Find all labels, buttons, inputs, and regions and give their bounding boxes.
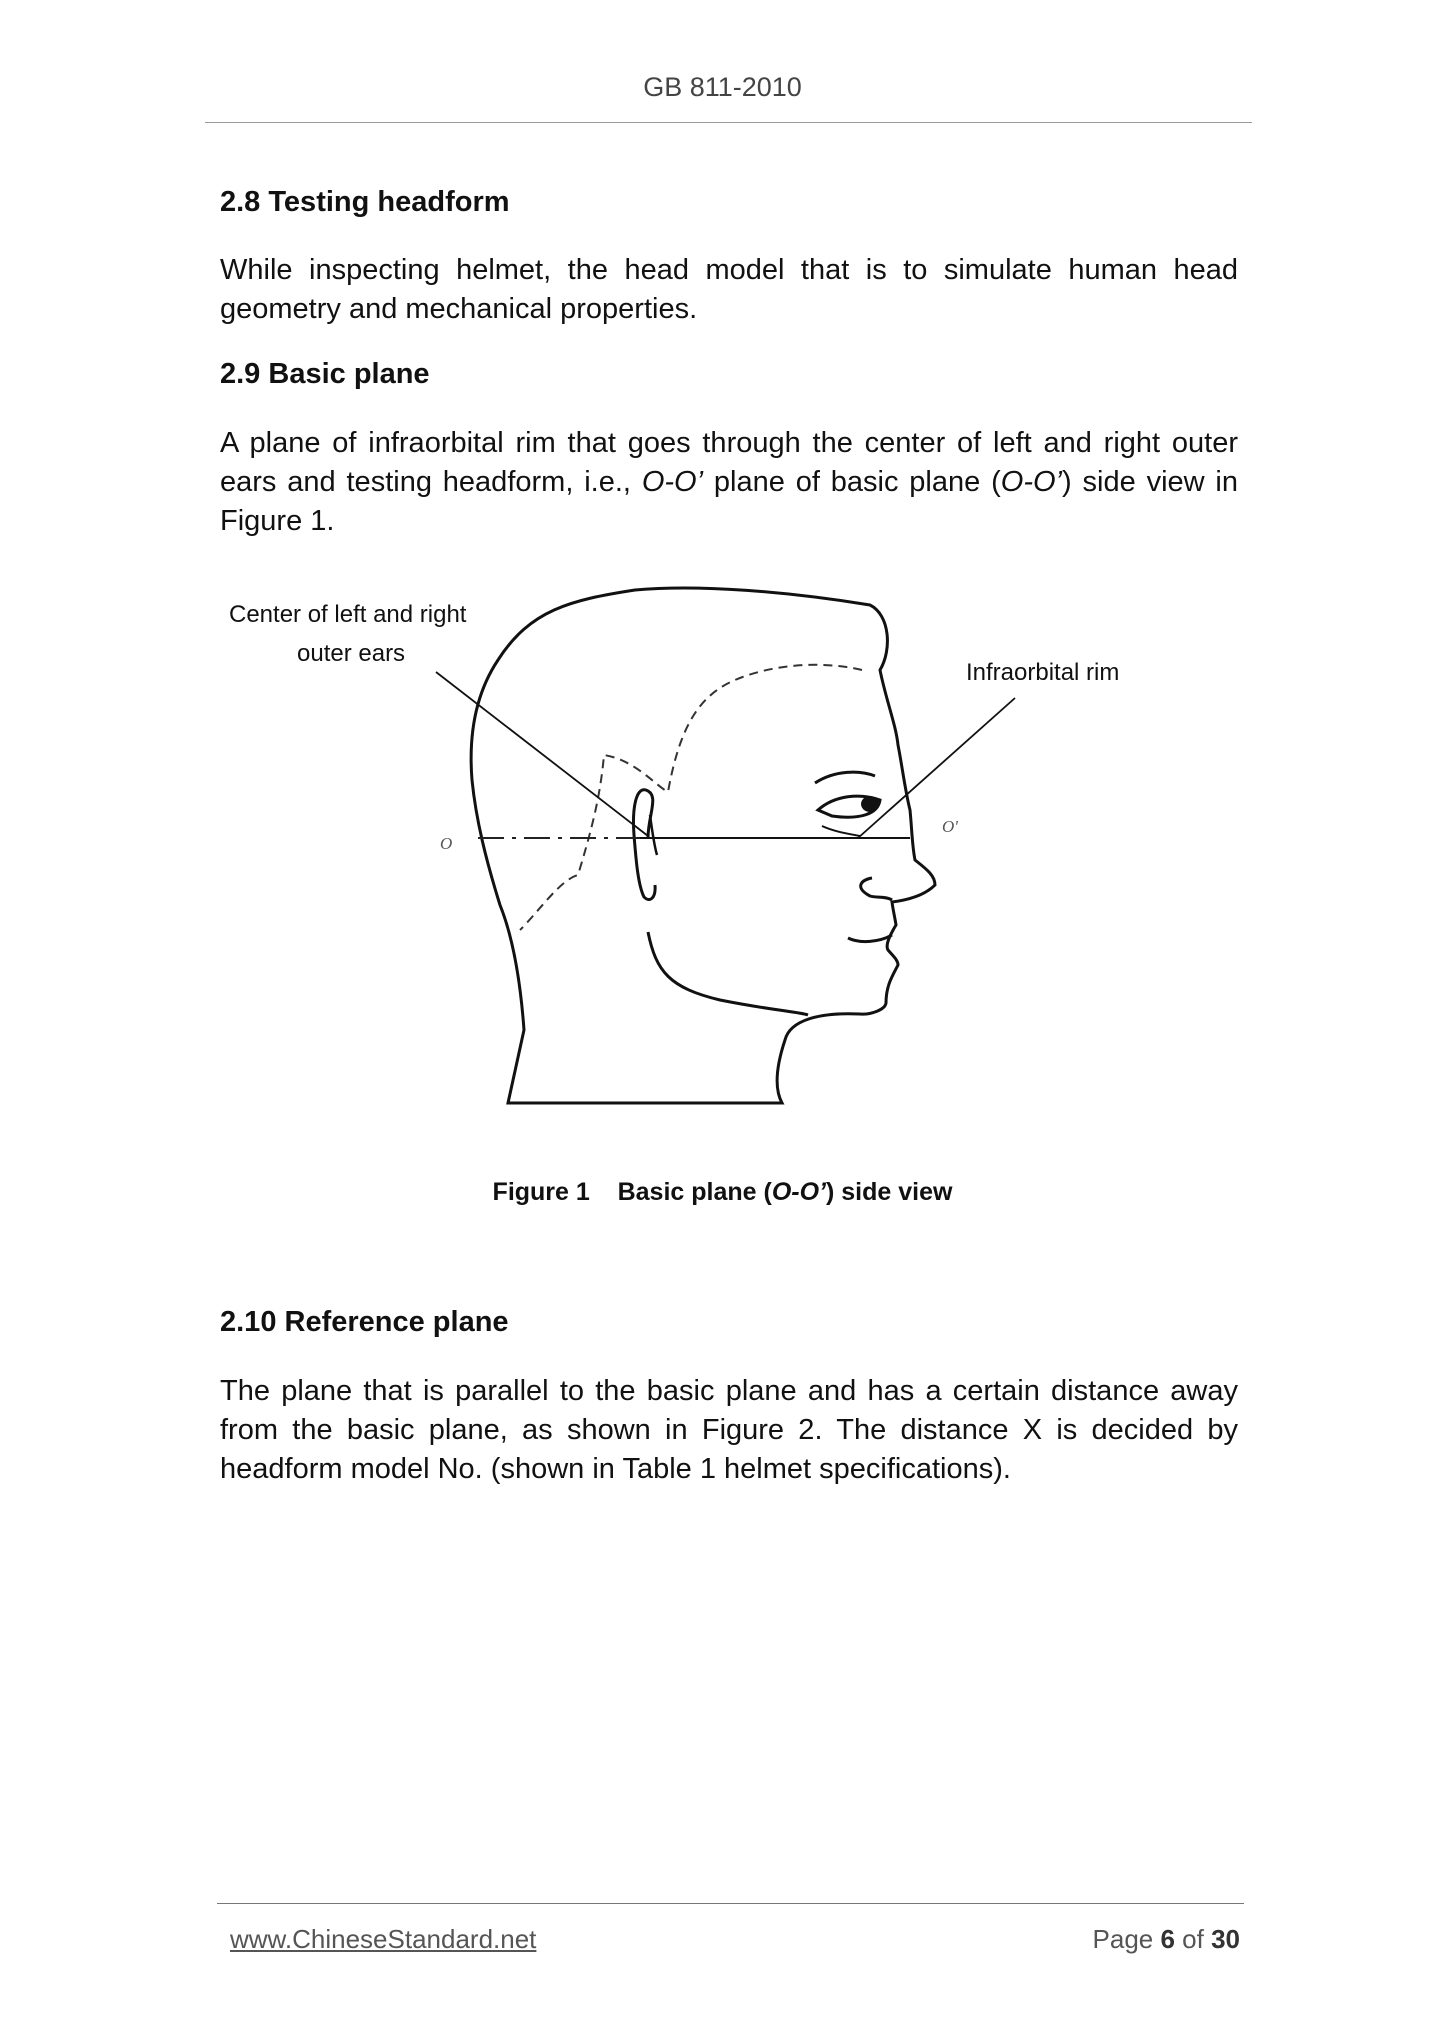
leader-line-ears <box>436 672 648 836</box>
point-o-prime-label: O' <box>942 817 958 836</box>
text-run: plane of basic plane ( <box>703 466 1001 498</box>
website-link[interactable]: www.ChineseStandard.net <box>230 1924 537 1954</box>
jawline <box>648 932 808 1015</box>
ear <box>634 790 656 900</box>
document-code: GB 811-2010 <box>643 72 802 102</box>
text-line: headform model No. (shown in Table 1 helmet specifications). <box>220 1453 1011 1485</box>
section-heading-2-10: 2.10 Reference plane <box>220 1306 509 1338</box>
plane-term: O-O’ <box>641 466 704 498</box>
text-run: ears and testing headform, i.e., <box>220 466 642 498</box>
mouth <box>848 935 892 942</box>
section-text-2-9 <box>220 424 1238 541</box>
label-infraorbital: Infraorbital rim <box>966 659 1120 686</box>
caption-text: Basic plane ( <box>617 1178 772 1206</box>
text-run: ) side view in <box>1062 466 1239 498</box>
caption-number: Figure 1 <box>492 1178 590 1206</box>
page-mid: of <box>1174 1924 1212 1954</box>
page-total: 30 <box>1211 1924 1240 1954</box>
caption-term: O-O’ <box>771 1178 826 1206</box>
section-heading-2-9: 2.9 Basic plane <box>220 358 430 390</box>
under-eye <box>822 826 860 836</box>
ear-inner <box>650 815 657 855</box>
text-line: Figure 1. <box>220 505 335 537</box>
page-indicator <box>1093 1924 1240 1955</box>
section-text-2-8 <box>220 251 1238 329</box>
eyebrow <box>815 772 875 783</box>
nostril <box>861 878 892 900</box>
plane-term: O-O’ <box>1000 466 1062 498</box>
head-side-view-figure <box>220 580 1240 1120</box>
label-ears-line1: Center of left and right <box>229 601 467 628</box>
footer-rule <box>217 1903 1244 1904</box>
hairline-dashed <box>520 665 862 930</box>
caption-text: ) side view <box>826 1178 953 1206</box>
page-number: 6 <box>1160 1924 1175 1954</box>
header-rule <box>205 122 1252 123</box>
section-text-2-10 <box>220 1372 1238 1489</box>
leader-line-infraorbital <box>858 698 1015 838</box>
point-o-label: O <box>440 834 453 853</box>
text-line <box>220 463 1238 502</box>
text-line: geometry and mechanical properties. <box>220 293 698 325</box>
page-prefix: Page <box>1092 1924 1161 1954</box>
section-heading-2-8: 2.8 Testing headform <box>220 186 510 218</box>
text-line: A plane of infraorbital rim that goes through the center of left and right outer <box>220 427 1238 459</box>
text-line: While inspecting helmet, the head model that is to simulate human head <box>220 254 1238 286</box>
figure-caption <box>0 1178 1445 1207</box>
text-line: from the basic plane, as shown in Figure 2. The distance X is decided by <box>220 1414 1238 1446</box>
head-outline <box>471 588 935 1103</box>
text-line: The plane that is parallel to the basic plane and has a certain distance away <box>220 1375 1238 1407</box>
label-ears-line2: outer ears <box>297 640 406 667</box>
eye-pupil <box>861 796 879 812</box>
